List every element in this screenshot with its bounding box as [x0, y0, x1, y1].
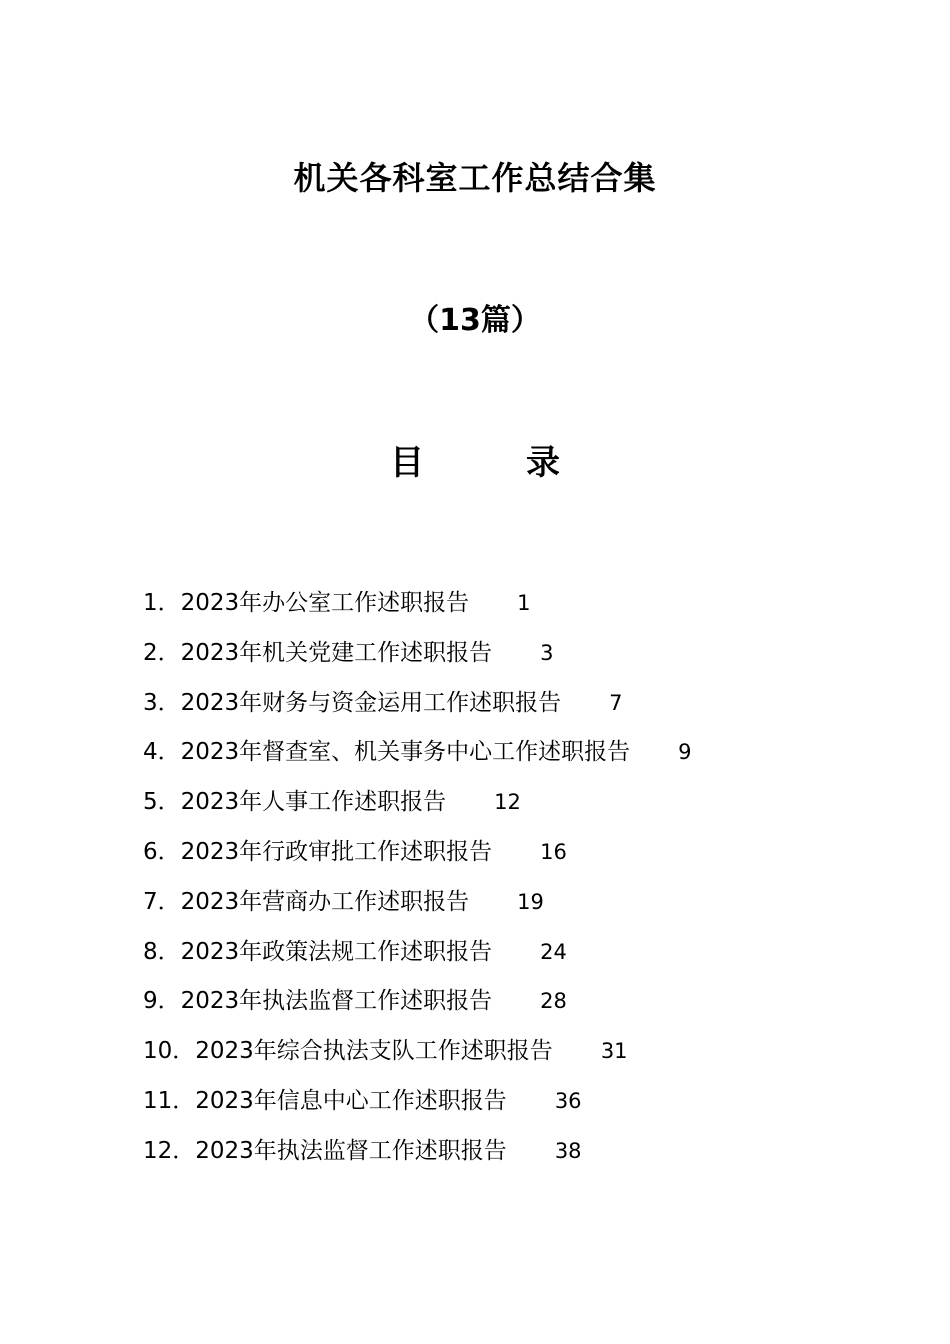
toc-item-page: 1 [517, 591, 531, 615]
toc-item[interactable] [143, 732, 843, 782]
table-of-contents [143, 583, 843, 1181]
toc-item-page: 38 [554, 1138, 582, 1163]
toc-item[interactable] [143, 683, 843, 733]
toc-item-page: 3 [540, 640, 554, 665]
toc-item-title: 11．2023年信息中心工作述职报告 [143, 1087, 507, 1114]
toc-heading: 目 录 [390, 443, 594, 483]
toc-item[interactable] [143, 1081, 843, 1131]
toc-item[interactable] [143, 1131, 843, 1181]
toc-item-page: 24 [540, 939, 567, 964]
toc-item-title: 7．2023年营商办工作述职报告 [143, 888, 470, 915]
toc-item[interactable] [143, 583, 843, 633]
toc-item-title: 10．2023年综合执法支队工作述职报告 [143, 1038, 553, 1065]
document-title: 机关各科室工作总结合集 [293, 159, 657, 197]
toc-item[interactable] [143, 1031, 843, 1081]
document-count: （13篇） [409, 303, 541, 338]
toc-item-page: 7 [609, 690, 623, 715]
toc-item-page: 12 [494, 790, 521, 815]
toc-item-page: 36 [554, 1088, 582, 1113]
toc-item[interactable] [143, 981, 843, 1031]
toc-item[interactable] [143, 782, 843, 832]
toc-item-title: 5．2023年人事工作述职报告 [143, 789, 447, 816]
toc-item-page: 9 [678, 740, 692, 765]
toc-item-title: 4．2023年督查室、机关事务中心工作述职报告 [143, 739, 631, 766]
toc-item-title: 8．2023年政策法规工作述职报告 [143, 938, 493, 965]
toc-item[interactable] [143, 633, 843, 683]
toc-item[interactable] [143, 882, 843, 932]
toc-item-page: 31 [600, 1039, 628, 1064]
toc-item-title: 9．2023年执法监督工作述职报告 [143, 988, 493, 1015]
toc-item-title: 12．2023年执法监督工作述职报告 [143, 1137, 507, 1164]
toc-item-title: 3．2023年财务与资金运用工作述职报告 [143, 689, 562, 716]
toc-item-title: 6．2023年行政审批工作述职报告 [143, 838, 493, 865]
toc-item-page: 28 [540, 989, 567, 1014]
toc-item[interactable] [143, 932, 843, 982]
toc-item-page: 19 [517, 889, 544, 914]
toc-item-title: 2．2023年机关党建工作述职报告 [143, 639, 493, 666]
toc-item-page: 16 [540, 839, 567, 864]
toc-item[interactable] [143, 832, 843, 882]
toc-item-title: 1．2023年办公室工作述职报告 [143, 590, 470, 616]
